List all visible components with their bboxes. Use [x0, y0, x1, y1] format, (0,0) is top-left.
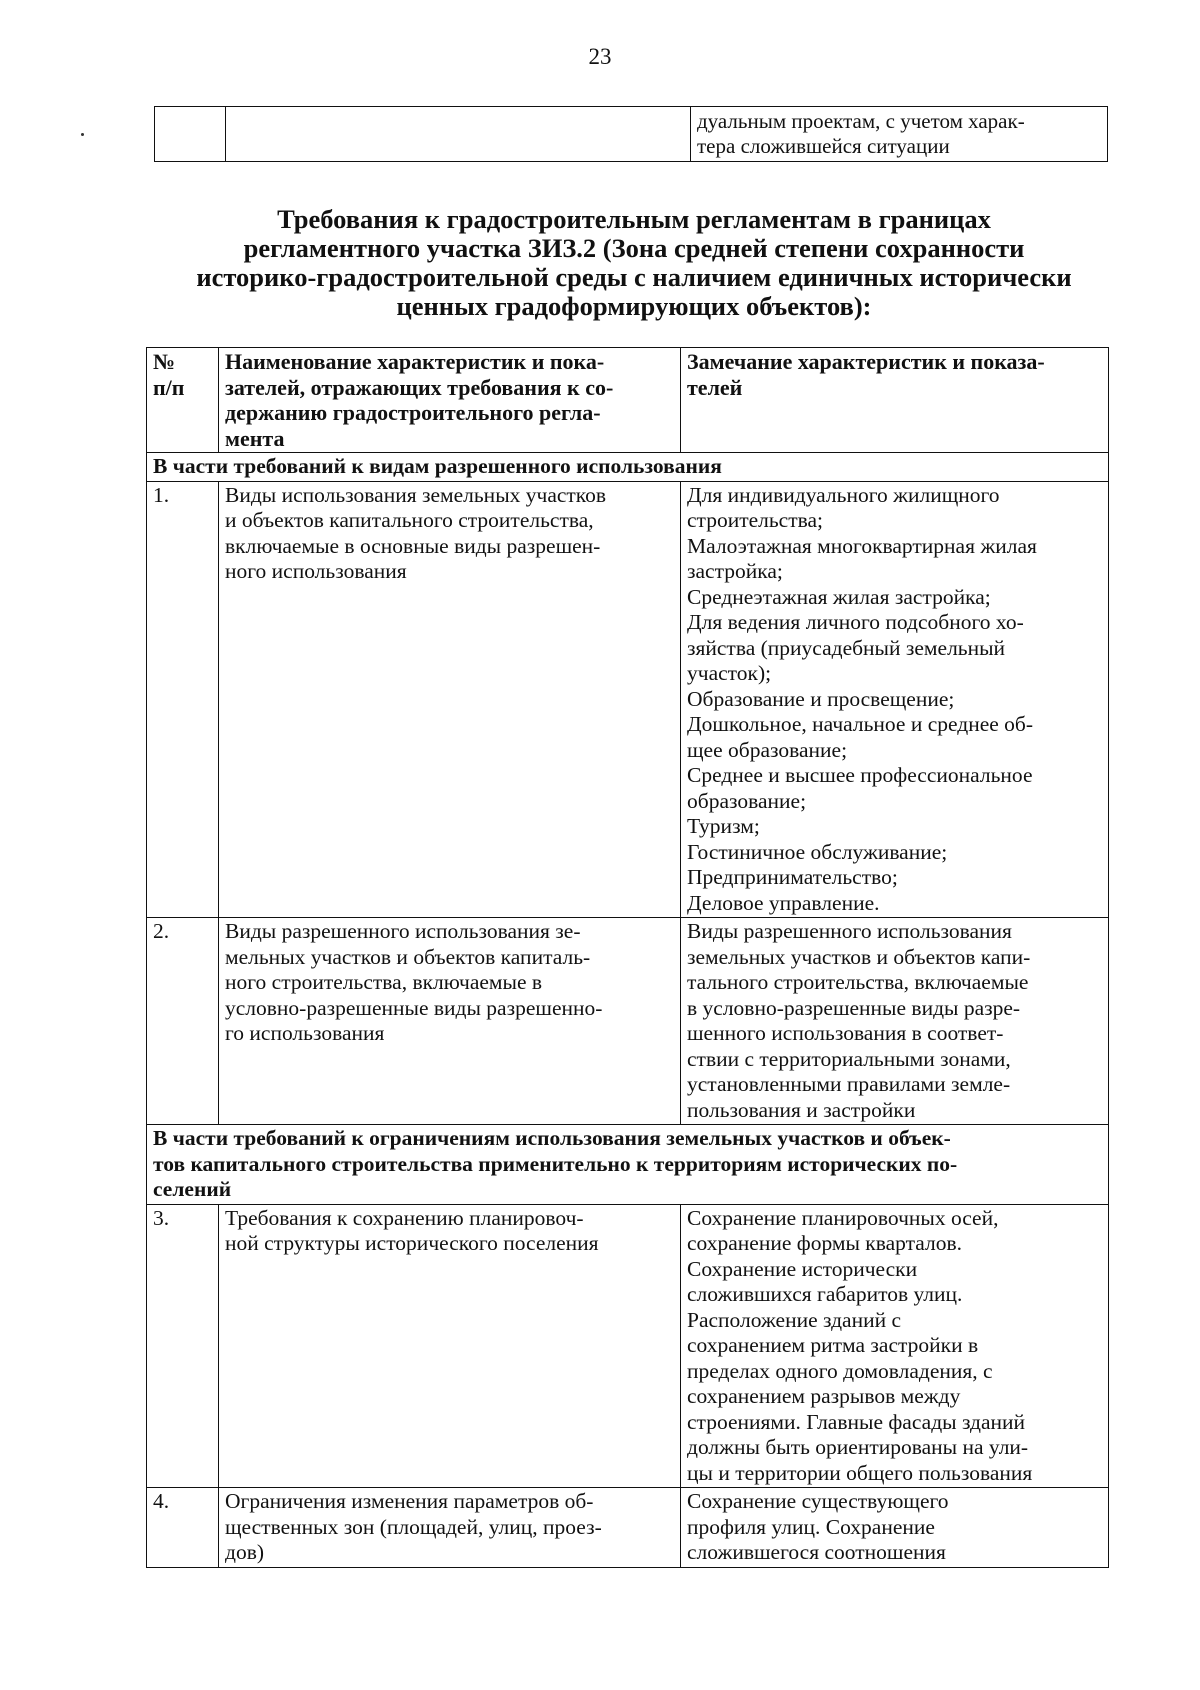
row-name: [219, 1488, 681, 1568]
cell-line: должны быть ориентированы на ули-: [687, 1435, 1029, 1459]
header-line: зателей, отражающих требования к со-: [225, 374, 614, 400]
heading-line: Требования к градостроительным регламентам в границах: [277, 204, 991, 234]
cell-line: зяйства (приусадебный земельный: [687, 635, 1006, 660]
section-line: селений: [153, 1177, 232, 1201]
table-row: [147, 1488, 1109, 1568]
cell-line: строительства;: [687, 508, 824, 532]
table-row: [147, 481, 1109, 918]
cell-line: Требования к сохранению планировоч-: [225, 1205, 584, 1230]
cell-line: установленными правилами земле-: [687, 1072, 1011, 1096]
cell-line: Деловое управление.: [687, 890, 880, 915]
row-note: [681, 1488, 1109, 1568]
row-name: [219, 481, 681, 918]
cell-line: сложившихся габаритов улиц.: [687, 1282, 963, 1306]
row-name: [219, 918, 681, 1125]
cell-line: Сохранение существующего: [687, 1489, 949, 1513]
cell-line: мельных участков и объектов капиталь-: [225, 944, 591, 969]
cell-line: застройка;: [687, 559, 783, 583]
row-num: 4.: [147, 1488, 219, 1568]
cell-line: Ограничения изменения параметров об-: [225, 1489, 594, 1513]
row-note: [681, 918, 1109, 1125]
cell-line: Гостиничное обслуживание;: [687, 839, 948, 864]
cell-line: Среднеэтажная жилая застройка;: [687, 584, 991, 609]
page-number: 23: [588, 44, 612, 69]
cell-line: образование;: [687, 788, 807, 813]
cell-line: земельных участков и объектов капи-: [687, 944, 1031, 969]
continuation-num-cell: [155, 107, 226, 161]
section-title: [147, 1125, 1109, 1205]
row-note: [681, 481, 1109, 918]
table-header-row: [147, 348, 1109, 453]
header-line: №: [153, 349, 176, 374]
row-note: [681, 1204, 1109, 1488]
cell-line: Образование и просвещение;: [687, 686, 955, 711]
header-line: телей: [687, 374, 743, 400]
cell-line: Виды использования земельных участков: [225, 482, 607, 507]
cell-line: Туризм;: [687, 814, 760, 838]
cell-line: Дошкольное, начальное и среднее об-: [687, 712, 1034, 736]
table-row: [147, 918, 1109, 1125]
cell-line: Виды разрешенного использования зе-: [225, 919, 581, 943]
heading-line: ценных градоформирующих объектов):: [396, 291, 872, 321]
header-line: Наименование характеристик и пока-: [225, 349, 605, 374]
cell-line: включаемые в основные виды разрешен-: [225, 533, 601, 558]
section-row: [147, 453, 1109, 482]
cell-line: ного строительства, включаемые в: [225, 970, 543, 994]
requirements-table: [146, 347, 1109, 1568]
table-row: [147, 1204, 1109, 1488]
cell-line: дов): [225, 1540, 265, 1564]
continuation-table: [154, 106, 1108, 162]
cell-line: Сохранение планировочных осей,: [687, 1205, 999, 1230]
cell-line: строениями. Главные фасады зданий: [687, 1409, 1026, 1434]
cell-line: Расположение зданий с: [687, 1307, 902, 1332]
header-line: мента: [225, 425, 285, 451]
continuation-line: тера сложившейся ситуации: [697, 134, 950, 158]
cell-line: шенного использования в соответ-: [687, 1021, 1004, 1045]
cell-line: условно-разрешенные виды разрешенно-: [225, 995, 603, 1020]
cell-line: сохранением ритма застройки в: [687, 1333, 979, 1357]
cell-line: участок);: [687, 661, 772, 685]
section-heading: [154, 205, 1114, 321]
cell-line: щественных зон (площадей, улиц, проез-: [225, 1514, 602, 1539]
row-name: [219, 1204, 681, 1488]
cell-line: го использования: [225, 1021, 385, 1045]
continuation-name-cell: [226, 107, 691, 161]
cell-line: сложившегося соотношения: [687, 1540, 946, 1564]
cell-line: Сохранение исторически: [687, 1256, 918, 1281]
cell-line: Для индивидуального жилищного: [687, 482, 1000, 507]
continuation-note-cell: [691, 107, 1107, 161]
header-line: Замечание характеристик и показа-: [687, 349, 1045, 374]
cell-line: щее образование;: [687, 737, 848, 762]
cell-line: Малоэтажная многоквартирная жилая: [687, 533, 1037, 558]
cell-line: цы и территории общего пользования: [687, 1460, 1033, 1485]
section-line: тов капитального строительства применительно к территориям исторических по-: [153, 1151, 958, 1176]
section-line: В части требований к ограничениям использования земельных участков и объек-: [153, 1126, 951, 1150]
heading-line: историко-градостроительной среды с наличием единичных исторически: [196, 262, 1072, 292]
cell-line: пределах одного домовладения, с: [687, 1358, 993, 1383]
cell-line: ствии с территориальными зонами,: [687, 1046, 1011, 1071]
cell-line: Для ведения личного подсобного хо-: [687, 610, 1024, 634]
cell-line: ной структуры исторического поселения: [225, 1231, 599, 1255]
heading-line: регламентного участка ЗИЗ.2 (Зона средней степени сохранности: [243, 233, 1025, 263]
header-num-cell: [147, 348, 219, 453]
cell-line: пользования и застройки: [687, 1097, 916, 1122]
cell-line: Виды разрешенного использования: [687, 919, 1012, 943]
cell-line: и объектов капитального строительства,: [225, 508, 594, 532]
cell-line: сохранение формы кварталов.: [687, 1231, 963, 1255]
cell-line: сохранением разрывов между: [687, 1384, 961, 1408]
cell-line: в условно-разрешенные виды разре-: [687, 995, 1021, 1020]
cell-line: Предпринимательство;: [687, 865, 898, 889]
section-title: В части требований к видам разрешенного использования: [147, 453, 1109, 482]
row-num: 3.: [147, 1204, 219, 1488]
cell-line: ного использования: [225, 559, 407, 583]
header-line: держанию градостроительного регла-: [225, 400, 601, 425]
continuation-line: дуальным проектам, с учетом харак-: [697, 109, 1025, 133]
cell-line: профиля улиц. Сохранение: [687, 1514, 935, 1539]
cell-line: Среднее и высшее профессиональное: [687, 763, 1033, 787]
scan-speck: [81, 133, 84, 136]
section-row: [147, 1125, 1109, 1205]
row-num: 1.: [147, 481, 219, 918]
cell-line: тального строительства, включаемые: [687, 970, 1029, 994]
header-name-cell: [219, 348, 681, 453]
row-num: 2.: [147, 918, 219, 1125]
header-note-cell: [681, 348, 1109, 453]
header-line: п/п: [153, 374, 185, 400]
